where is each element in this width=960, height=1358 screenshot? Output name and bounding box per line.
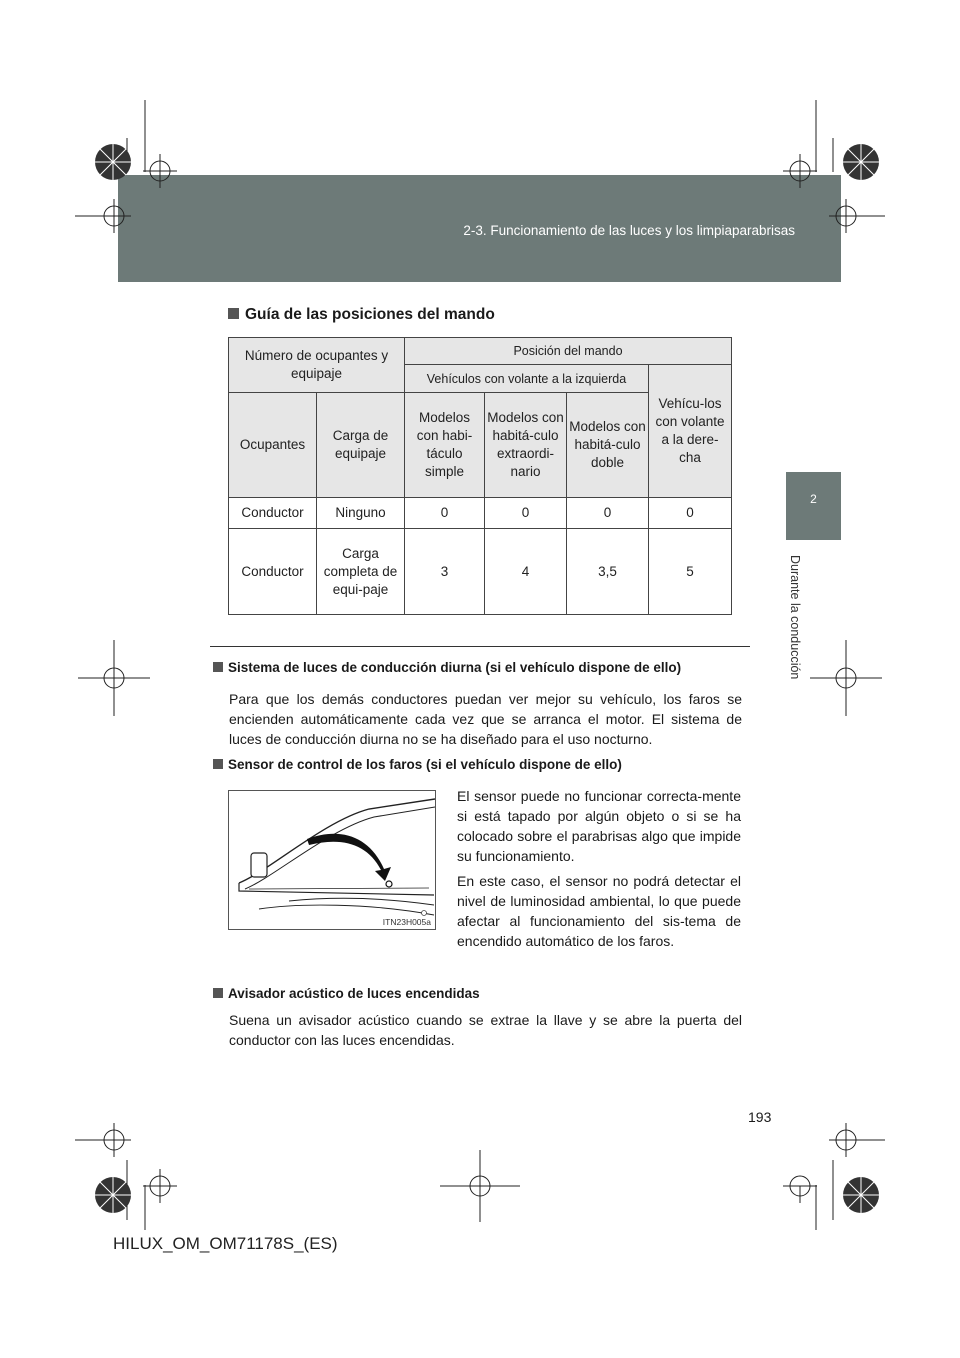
chapter-number: 2 [810,492,817,506]
section-title-text: Guía de las posiciones del mando [245,306,495,323]
buzzer-paragraph: Suena un avisador acústico cuando se extrae la llave y se abre la puerta del conductor con las luces encendidas. [229,1012,742,1048]
cell-cargo: Carga completa de equi-paje [317,529,405,615]
header-extra-cab: Modelos con habitá-culo extraordi-nario [485,393,567,498]
cell-rhd: 5 [649,529,732,615]
header-switch-position: Posición del mando [405,338,732,365]
header-cargo: Carga de equipaje [317,393,405,498]
cell-cargo: Ninguno [317,498,405,529]
cell-single: 3 [405,529,485,615]
drl-heading-text: Sistema de luces de conducción diurna (si el vehículo dispone de ello) [228,660,682,675]
header-double-cab: Modelos con habitá-culo doble [567,393,649,498]
registration-target-icon [78,154,882,1222]
cell-extra: 4 [485,529,567,615]
header-occupants-luggage: Número de ocupantes y equipaje [229,338,405,393]
cell-occupants: Conductor [229,498,317,529]
chapter-title: 2-3. Funcionamiento de las luces y los limpiaparabrisas [463,223,795,238]
header-right-hand-drive: Vehícu-los con volante a la dere-cha [649,365,732,498]
cell-rhd: 0 [649,498,732,529]
buzzer-heading-text: Avisador acústico de luces encendidas [228,986,480,1001]
sensor-paragraph-1: El sensor puede no funcionar correcta-mente si está tapado por algún objeto o si se ha colocado sobre el parabrisas algo que impide su funcionamiento. [457,788,741,864]
footer-document-code: HILUX_OM_OM71178S_(ES) [113,1234,338,1253]
cell-double: 3,5 [567,529,649,615]
sensor-heading-text: Sensor de control de los faros (si el vehículo dispone de ello) [228,757,622,772]
book-stamp: HILUX_OM_OM71178S_(ES).book Page 193 Wednesday, May 16, 2012 3:09 PM [178,166,547,176]
header-single-cab: Modelos con habi-táculo simple [405,393,485,498]
registration-starburst-icon [95,144,879,1213]
drl-paragraph: Para que los demás conductores puedan ver mejor su vehículo, los faros se encienden automáticamente cada vez que se arranca el motor. El sistema de luces de conducción diurna no se ha diseñado para el uso nocturno. [229,691,742,747]
header-left-hand-drive: Vehículos con volante a la izquierda [405,365,649,393]
cell-occupants: Conductor [229,529,317,615]
header-occupants: Ocupantes [229,393,317,498]
cell-single: 0 [405,498,485,529]
cell-double: 0 [567,498,649,529]
page-number: 193 [748,1109,772,1125]
chapter-side-label-text: Durante la conducción [788,555,802,680]
cell-extra: 0 [485,498,567,529]
illustration-code: ITN23H005a [382,917,431,927]
sensor-paragraph-2: En este caso, el sensor no podrá detectar el nivel de luminosidad ambiental, lo que puede afectar al funcionamiento del sis-tema de encendido automático de los faros. [457,873,741,949]
